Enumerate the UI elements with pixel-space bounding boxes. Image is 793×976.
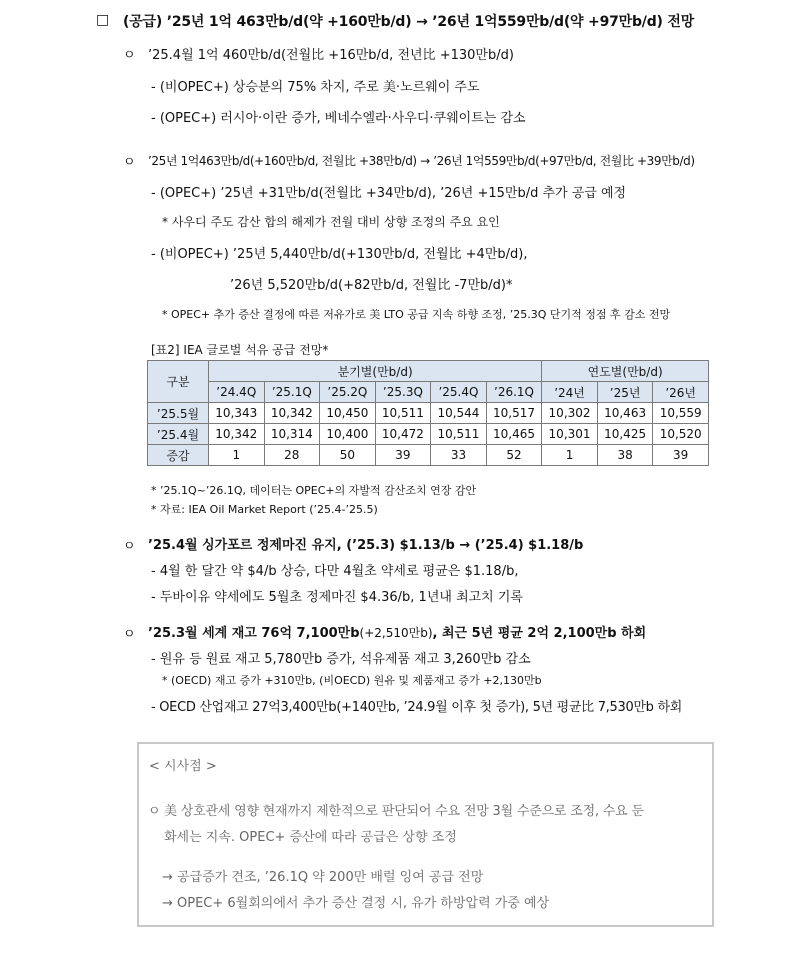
table-cell: 10,301 [542,424,598,445]
section-bullet: □ [96,12,110,28]
footnote: * OPEC+ 추가 증산 결정에 따른 저유가로 美 LTO 공급 지속 하향 조정, ’25.3Q 단기적 정점 후 감소 전망 [162,308,671,321]
bullet-marker: ㅇ [123,627,136,642]
paragraph-text-bold: , 최근 5년 평균 2억 2,100만b 하회 [432,626,647,641]
column-header: ’26.1Q [486,382,542,403]
table-cell: 1 [542,445,598,466]
row-label: ’25.5월 [148,403,209,424]
table-row [148,403,709,424]
table-caption: [표2] IEA 글로벌 석유 공급 전망* [151,343,329,357]
paragraph-text-paren: (+2,510만b) [359,626,433,640]
table-cell: 38 [597,445,653,466]
implications-text: 화세는 지속. OPEC+ 증산에 따라 공급은 상향 조정 [164,830,457,845]
implications-arrow-item: → 공급증가 견조, ’26.1Q 약 200만 배럴 잉여 공급 전망 [162,870,484,885]
row-label: ’25.4월 [148,424,209,445]
footnote: * 사우디 주도 감산 합의 해제가 전월 대비 상향 조정의 주요 요인 [162,215,500,229]
column-header: ’25.4Q [431,382,487,403]
table-header-row [148,361,709,382]
column-header: ’24년 [542,382,598,403]
quarterly-group-header: 분기별(만b/d) [209,361,542,382]
table-cell: 10,302 [542,403,598,424]
table-cell: 10,314 [264,424,320,445]
sub-item: - (비OPEC+) 상승분의 75% 차지, 주로 美·노르웨이 주도 [151,80,480,95]
table-cell: 52 [486,445,542,466]
column-header: ’25년 [597,382,653,403]
paragraph-text: ’25.4월 1억 460만b/d(전월比 +16만b/d, 전년比 +130만b/d) [148,48,514,63]
sub-item-continued: ’26년 5,520만b/d(+82만b/d, 전월比 -7만b/d)* [230,278,513,293]
table-cell: 10,559 [653,403,709,424]
bullet-marker: ㅇ [148,804,161,819]
table-cell: 28 [264,445,320,466]
table-cell: 10,342 [264,403,320,424]
table-cell: 10,511 [375,403,431,424]
sub-item: - (OPEC+) 러시아·이란 증가, 베네수엘라·사우디·쿠웨이트는 감소 [151,111,526,126]
table-cell: 33 [431,445,487,466]
table-row [148,445,709,466]
bullet-marker: ㅇ [123,155,136,170]
paragraph-text: ’25년 1억463만b/d(+160만b/d, 전월比 +38만b/d) → ’26년 1억559만b/d(+97만b/d, 전월比 +39만b/d) [148,154,695,168]
sub-item: - (비OPEC+) ’25년 5,440만b/d(+130만b/d, 전월比 +4만b/d), [151,247,528,262]
table-cell: 39 [375,445,431,466]
supply-forecast-table [147,360,709,466]
sub-item: - 원유 등 원료 재고 5,780만b 증가, 석유제품 재고 3,260만b 감소 [151,652,531,667]
bullet-marker: ㅇ [123,48,136,63]
column-header: ’26년 [653,382,709,403]
sub-item: - 4월 한 달간 약 $4/b 상승, 다만 4월초 약세로 평균은 $1.18/b, [151,564,519,579]
column-header: ’25.3Q [375,382,431,403]
table-cell: 10,465 [486,424,542,445]
annual-group-header: 연도별(만b/d) [542,361,709,382]
paragraph-text: ’25.4월 싱가포르 정제마진 유지, (’25.3) $1.13/b → (’25.4) $1.18/b [148,538,584,553]
table-cell: 10,450 [320,403,376,424]
sub-item: - 두바이유 약세에도 5월초 정제마진 $4.36/b, 1년내 최고치 기록 [151,590,523,605]
table-note: * ’25.1Q~’26.1Q, 데이터는 OPEC+의 자발적 감산조치 연장 감안 [151,484,477,497]
table-cell: 10,472 [375,424,431,445]
table-cell: 1 [209,445,265,466]
table-cell: 10,517 [486,403,542,424]
row-label: 증감 [148,445,209,466]
table-cell: 10,400 [320,424,376,445]
paragraph-text [148,622,646,641]
table-cell: 10,342 [209,424,265,445]
implications-arrow-item: → OPEC+ 6월회의에서 추가 증산 결정 시, 유가 하방압력 가중 예상 [162,896,550,911]
table-cell: 39 [653,445,709,466]
table-cell: 10,544 [431,403,487,424]
paragraph-text-bold: ’25.3월 세계 재고 76억 7,100만b [148,626,360,641]
table-cell: 10,511 [431,424,487,445]
column-header: ’25.1Q [264,382,320,403]
table-corner-header: 구분 [148,361,209,403]
bullet-marker: ㅇ [123,539,136,554]
section-heading: (공급) ’25년 1억 463만b/d(약 +160만b/d) → ’26년 1억559만b/d(약 +97만b/d) 전망 [123,14,695,30]
column-header: ’24.4Q [209,382,265,403]
table-cell: 50 [320,445,376,466]
table-row [148,424,709,445]
table-cell: 10,425 [597,424,653,445]
implications-text: 美 상호관세 영향 현재까지 제한적으로 판단되어 수요 전망 3월 수준으로 조정, 수요 둔 [164,804,644,819]
footnote: * (OECD) 재고 증가 +310만b, (비OECD) 원유 및 제품재고 증가 +2,130만b [162,674,542,687]
table-header-row [148,382,709,403]
sub-item: - OECD 산업재고 27억3,400만b(+140만b, ’24.9월 이후 첫 증가), 5년 평균比 7,530만b 하회 [151,700,682,715]
table-cell: 10,343 [209,403,265,424]
sub-item: - (OPEC+) ’25년 +31만b/d(전월比 +34만b/d), ’26년 +15만b/d 추가 공급 예정 [151,186,627,201]
table-cell: 10,520 [653,424,709,445]
table-cell: 10,463 [597,403,653,424]
implications-title: < 시사점 > [149,759,217,774]
table-source: * 자료: IEA Oil Market Report (’25.4-’25.5) [151,503,378,516]
column-header: ’25.2Q [320,382,376,403]
